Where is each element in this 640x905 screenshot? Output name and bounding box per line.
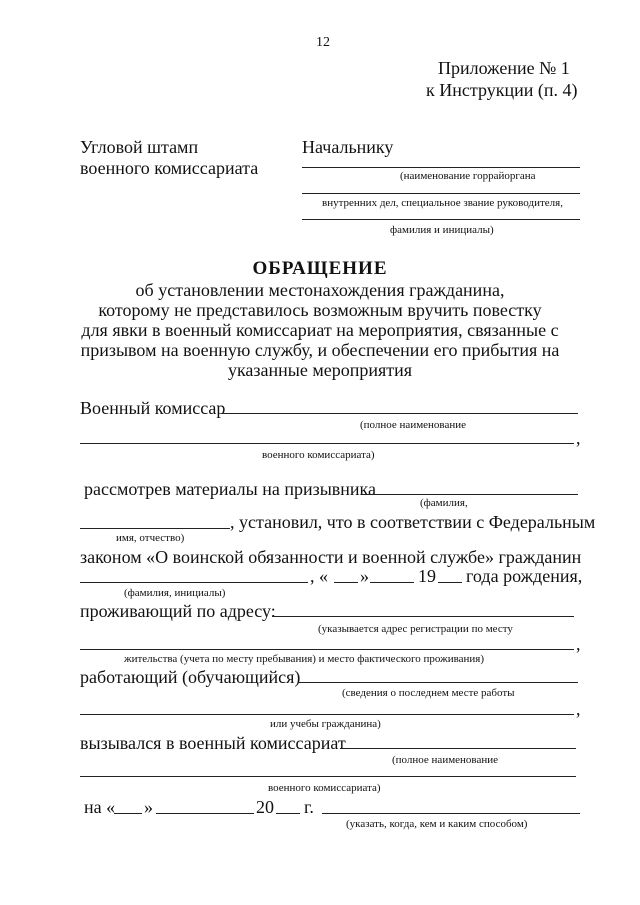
subtitle-line5: указанные мероприятия (227, 360, 413, 380)
addressee-line-2 (302, 193, 580, 194)
summoned-hint-1: (полное наименование (392, 754, 499, 766)
date-prefix: на « (84, 797, 116, 817)
initials-line (80, 582, 308, 583)
page-number: 12 (316, 35, 330, 50)
birth-year-line (438, 582, 462, 583)
addressee-to: Начальнику (302, 137, 394, 157)
addressee-line-1 (302, 167, 580, 168)
work-hint-2: или учебы гражданина) (270, 718, 381, 730)
appendix-line2: к Инструкции (п. 4) (426, 80, 578, 100)
subtitle-line3: для явки в военный комиссариат на мероприятия, связанные с (81, 320, 559, 340)
subtitle-line4: призывом на военную службу, и обеспечении его прибытия на (80, 340, 560, 360)
address-line-2 (80, 649, 574, 650)
commissar-comma: , (576, 428, 581, 448)
work-hint-1: (сведения о последнем месте работы (342, 687, 515, 699)
subtitle-line1: об установлении местонахождения гражданина, (135, 280, 505, 300)
date-month-line (156, 813, 254, 814)
residing-label: проживающий по адресу: (80, 601, 276, 621)
commissar-hint-1: (полное наименование (360, 419, 467, 431)
reviewed-label: рассмотрев материалы на призывника (84, 479, 377, 499)
address-line (272, 616, 574, 617)
commissar-line-2 (80, 443, 574, 444)
birth-day-line (334, 582, 358, 583)
working-label: работающий (обучающийся) (80, 667, 301, 687)
birth-month-line (370, 582, 414, 583)
date-details-line (322, 813, 580, 814)
birth-close-quote: » (360, 566, 369, 586)
address-hint-1: (указывается адрес регистрации по месту (318, 623, 513, 635)
commissar-line (222, 413, 578, 414)
birth-year-prefix: 19 (418, 566, 436, 586)
addressee-line-3 (302, 219, 580, 220)
date-close-quote: » (144, 797, 153, 817)
commissar-label: Военный комиссар (80, 398, 226, 418)
addressee-hint-2: внутренних дел, специальное звание руководителя, (322, 197, 563, 209)
date-year-prefix: 20 (256, 797, 274, 817)
summoned-hint-2: военного комиссариата) (268, 782, 381, 794)
name-hint: имя, отчество) (116, 532, 185, 544)
address-comma: , (576, 634, 581, 654)
initials-hint: (фамилия, инициалы) (124, 587, 226, 599)
document-title: ОБРАЩЕНИЕ (252, 258, 388, 279)
established-text: , установил, что в соответствии с Федеральным (230, 512, 596, 532)
birth-open-quote: , « (310, 566, 328, 586)
work-line-2 (80, 714, 574, 715)
stamp-line1: Угловой штамп (80, 137, 199, 157)
summoned-line-2 (80, 776, 576, 777)
addressee-hint-1: (наименование горрайоргана (400, 170, 536, 182)
stamp-line2: военного комиссариата (80, 158, 259, 178)
addressee-hint-3: фамилия и инициалы) (390, 224, 494, 236)
commissar-hint-2: военного комиссариата) (262, 449, 375, 461)
law-text: законом «О воинской обязанности и военной службе» гражданин (80, 547, 582, 567)
summoned-label: вызывался в военный комиссариат (80, 733, 346, 753)
work-comma: , (576, 699, 581, 719)
conscript-line (362, 494, 578, 495)
appendix-line1: Приложение № 1 (438, 58, 570, 78)
subtitle-line2: которому не представилось возможным вручить повестку (98, 300, 542, 320)
surname-hint: (фамилия, (420, 497, 468, 509)
birth-suffix: года рождения, (466, 566, 583, 586)
date-year-line (276, 813, 300, 814)
summoned-line (340, 748, 576, 749)
date-day-line (114, 813, 142, 814)
date-year-suffix: г. (304, 797, 314, 817)
conscript-line-2 (80, 528, 230, 529)
address-hint-2: жительства (учета по месту пребывания) и место фактического проживания) (124, 653, 485, 665)
date-hint: (указать, когда, кем и каким способом) (346, 818, 528, 830)
work-line (298, 682, 578, 683)
